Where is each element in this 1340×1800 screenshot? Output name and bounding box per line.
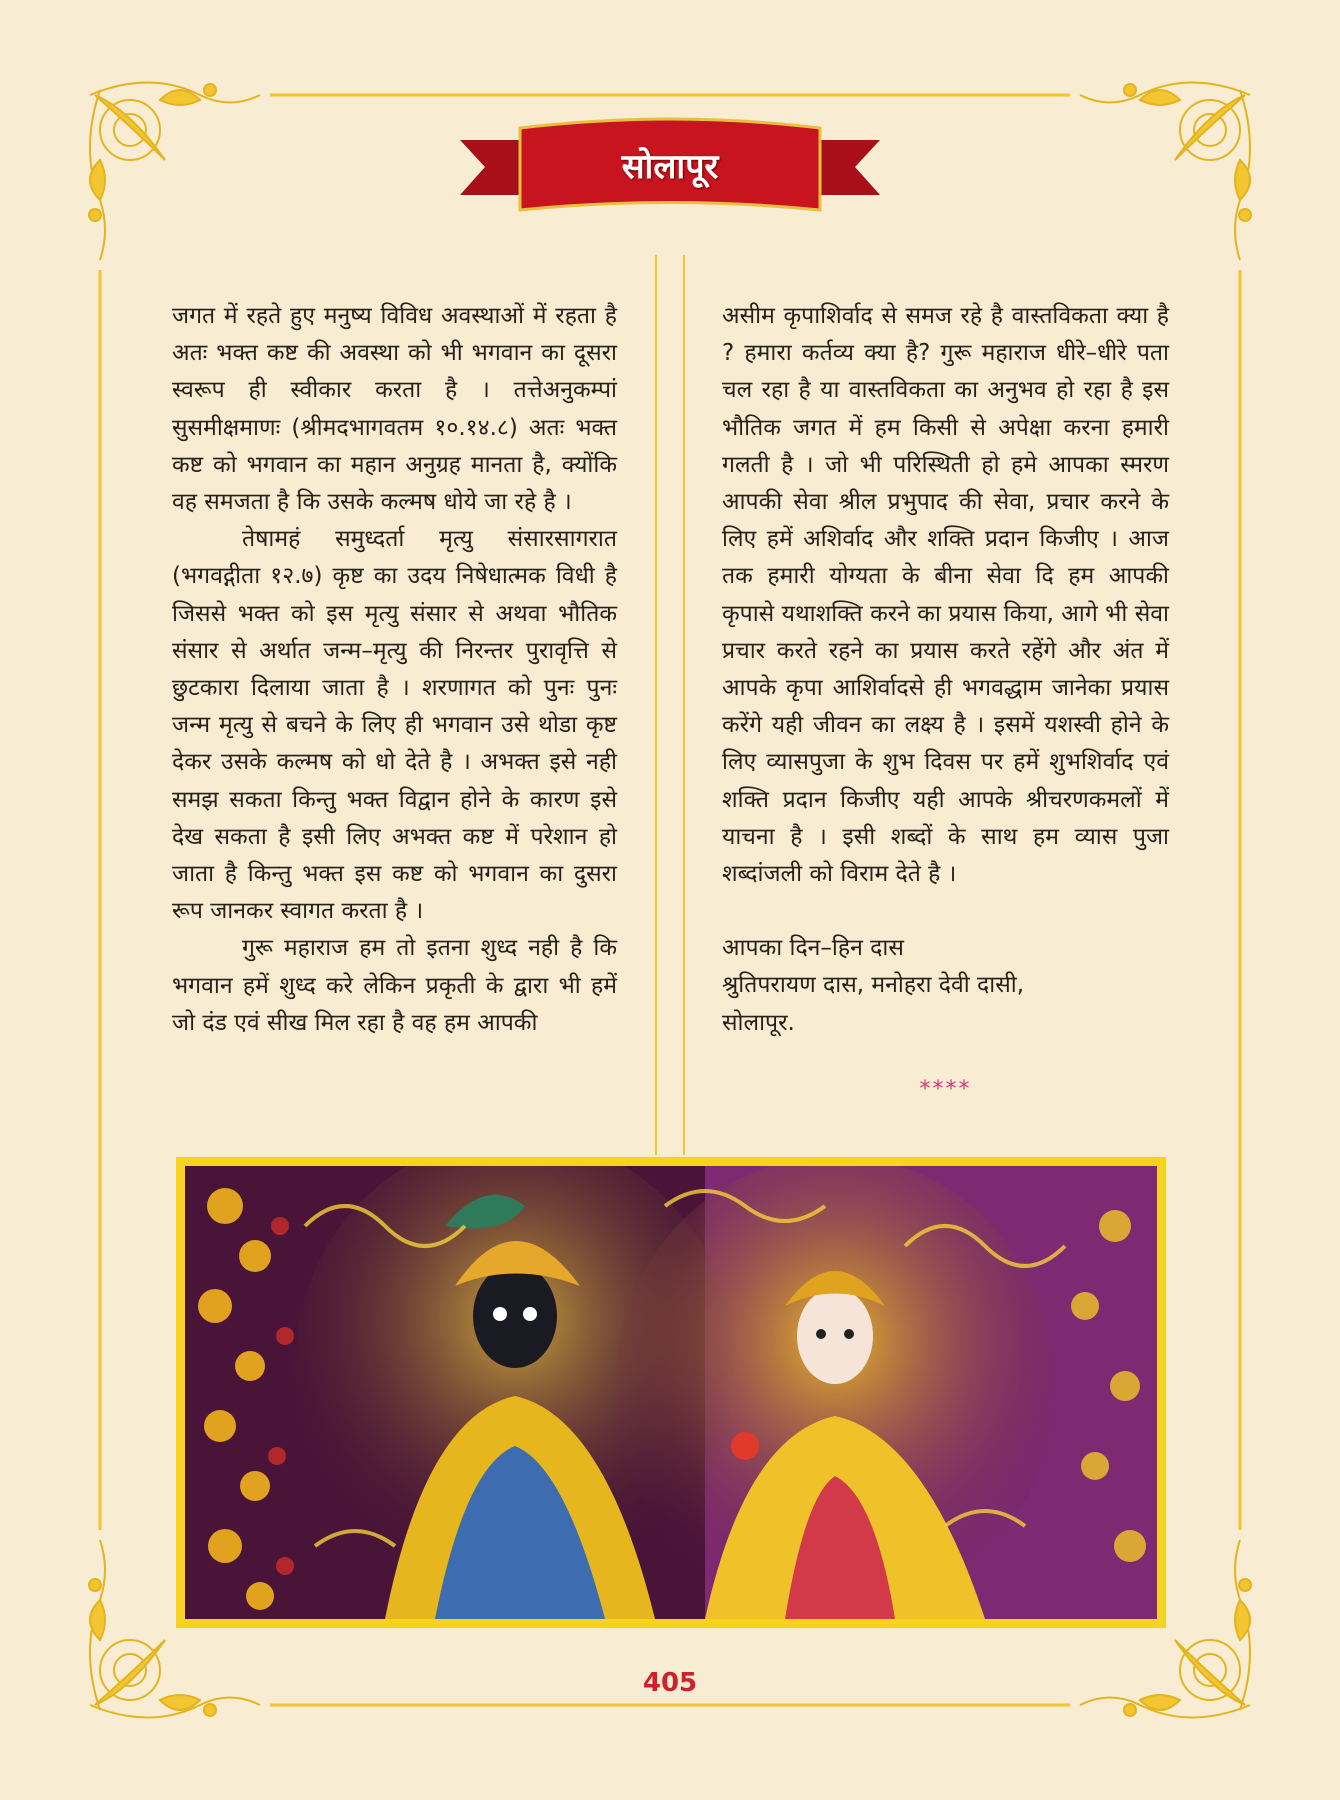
page-title: सोलापूर [621, 147, 719, 187]
paragraph: तेषामहं समुध्दर्ता मृत्यु संसारसागरात (भगवद्गीता १२.७) कृष्ट का उदय निषेधात्मक विधी है जिससे भक्त को इस मृत्यु संसार से अथवा भौतिक संसार से अर्थात जन्म–मृत्यु की निरन्तर पुरावृत्ति से छुटकारा दिलाया जाता है । शरणागत को पुनः पुनः जन्म मृत्यु से बचने के लिए ही भगवान उसे थोडा कृष्ट देकर उसके कल्मष को धो देते है । अभक्त इसे नही समझ सकता किन्तु भक्त विद्वान होने के कारण इसे देख सकता है इसी लिए अभक्त कष्ट में परेशान हो जाता है किन्तु भक्त इस कष्ट को भगवान का दुसरा रूप जानकर स्वागत करता है । [172, 526, 617, 925]
end-mark: **** [919, 1077, 972, 1102]
paragraph: असीम कृपाशिर्वाद से समज रहे है वास्तविकता क्या है ? हमारा कर्तव्य क्या है? गुरू महाराज धीरे–धीरे पता चल रहा है या वास्तविकता का अनुभव हो रहा है इस भौतिक जगत में हम किसी से अपेक्षा करना हमारी गलती है । जो भी परिस्थिती हो हमे आपका स्मरण आपकी सेवा श्रील प्रभुपाद की सेवा, प्रचार करने के लिए हमें अशिर्वाद और शक्ति प्रदान किजीए । आज तक हमारी योग्यता के बीना सेवा दि हम आपकी कृपासे यथाशक्ति करने का प्रयास किया, आगे भी सेवा प्रचार करते रहने का प्रयास करते रहेंगे और अंत में आपके कृपा आशिर्वादसे ही भगवद्धाम जानेका प्रयास करेंगे यही जीवन का लक्ष्य है । इसमें यशस्वी होने के लिए व्यासपुजा के शुभ दिवस पर हमें शुभशिर्वाद एवं शक्ति प्रदान किजीए यही आपके श्रीचरणकमलों में याचना है । इसी शब्दों के साथ हम व्यास पुजा शब्दांजली को विराम देते है । [722, 303, 1169, 888]
signature-line: श्रुतिपरायण दास, मनोहरा देवी दासी, [722, 972, 1025, 999]
paragraph: गुरू महाराज हम तो इतना शुध्द नही है कि भगवान हमें शुध्द करे लेकिन प्रकृती के द्वारा भी हमें जो दंड एवं सीख मिल रहा है वह हम आपकी [172, 935, 617, 1036]
signature [722, 930, 1169, 1042]
left-column [172, 298, 617, 1042]
signature-line: आपका दिन–हिन दास [722, 935, 904, 962]
page-number: 405 [642, 1668, 698, 1698]
paragraph: जगत में रहते हुए मनुष्य विविध अवस्थाओं में रहता है अतः भक्त कष्ट की अवस्था को भी भगवान का दूसरा स्वरूप ही स्वीकार करता है । तत्तेअनुकम्पां सुसमीक्षमाणः (श्रीमदभागवतम १०.१४.८) अतः भक्त कष्ट को भगवान का महान अनुग्रह मानता है, क्योंकि वह समजता है कि उसके कल्मष धोये जा रहे है । [172, 303, 617, 516]
right-column [722, 298, 1169, 1042]
deity-photo-frame [176, 1157, 1166, 1628]
signature-line: सोलापूर. [722, 1009, 795, 1036]
deity-photo [185, 1166, 1157, 1619]
